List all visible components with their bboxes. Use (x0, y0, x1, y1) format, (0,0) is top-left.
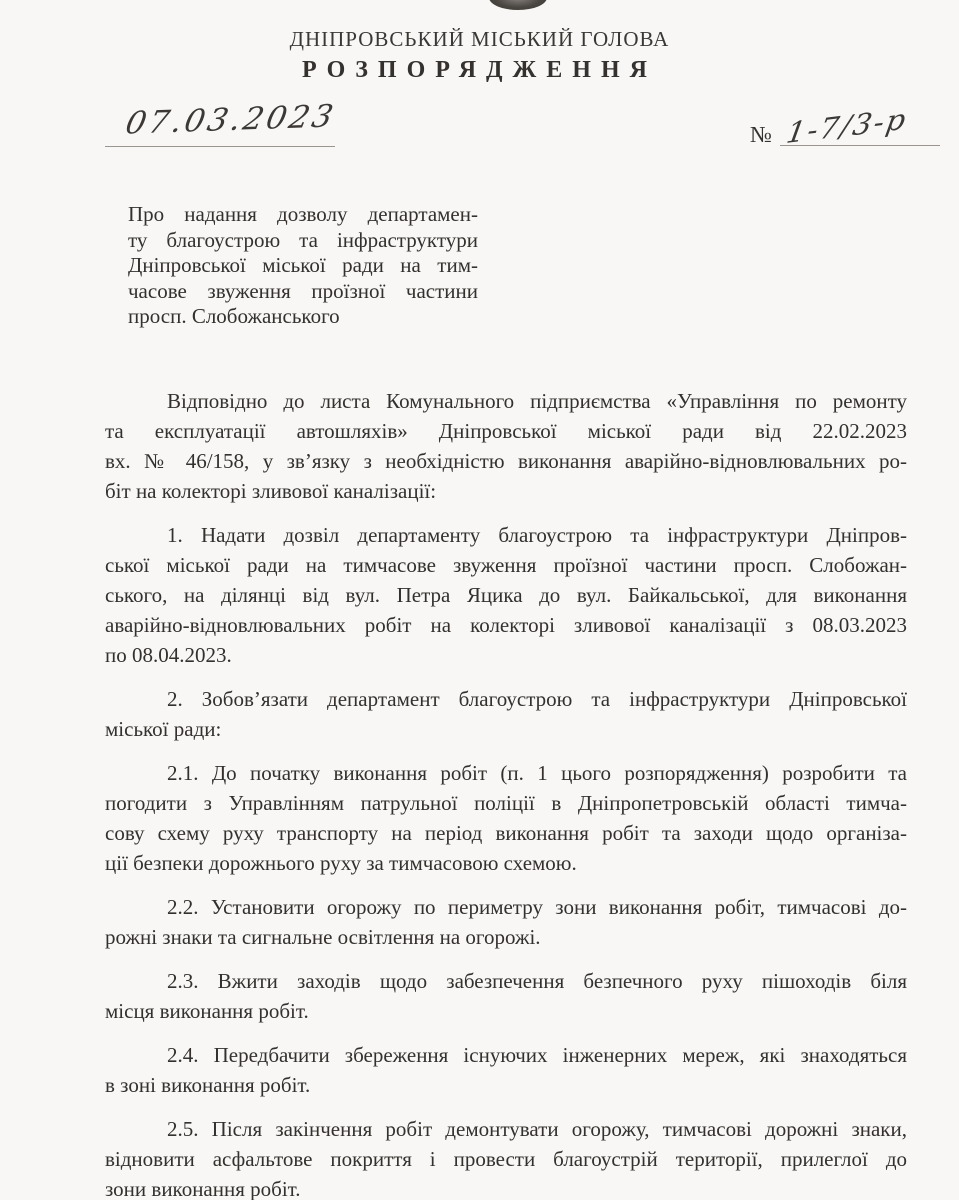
body-line: 2.3. Вжити заходів щодо забезпечення безпечного руху пішоходів біля (167, 968, 907, 993)
body-line: Відповідно до листа Комунального підприємства «Управління по ремонту (167, 388, 907, 413)
subject-line: просп. Слобожанського (128, 304, 340, 328)
body-line: зони виконання робіт. (105, 1176, 301, 1200)
subject-line: часове звуження проїзної частини (128, 278, 478, 303)
body-line: сову схему руху транспорту на період виконання робіт та заходи щодо організа- (105, 820, 907, 845)
document-type-title: РОЗПОРЯДЖЕННЯ (302, 57, 657, 83)
body-line: в зоні виконання робіт. (105, 1072, 311, 1097)
authority-title: ДНІПРОВСЬКИЙ МІСЬКИЙ ГОЛОВА (289, 27, 670, 51)
body-line: місця виконання робіт. (105, 998, 309, 1023)
body-line: міської ради: (105, 716, 222, 741)
body-line: по 08.04.2023. (105, 642, 232, 667)
body-line: 2. Зобов’язати департамент благоустрою та інфраструктури Дніпровської (167, 686, 907, 711)
body-line: відновити асфальтове покриття і провести благоустрій території, прилеглої до (105, 1146, 907, 1171)
paragraph-item-2-2 (105, 892, 907, 952)
body-line: ського, на ділянці від вул. Петра Яцика до вул. Байкальської, для виконання (105, 582, 907, 607)
body-line: 1. Надати дозвіл департаменту благоустрою та інфраструктури Дніпров- (167, 522, 907, 547)
paragraph-item-2-4 (105, 1040, 907, 1100)
requisites-row (0, 96, 959, 152)
subject-block (128, 202, 478, 330)
paragraph-item-2-5 (105, 1114, 907, 1200)
body-line: 2.1. До початку виконання робіт (п. 1 цього розпорядження) розробити та (167, 760, 907, 785)
body-line: вх. № 46/158, у зв’язку з необхідністю виконання аварійно-відновлювальних ро- (105, 448, 907, 473)
paragraph-preamble (105, 386, 907, 506)
subject-line: Дніпровської міської ради на тим- (128, 253, 478, 277)
body-line: біт на колекторі зливової каналізації: (105, 478, 437, 503)
body-line: погодити з Управлінням патрульної поліції в Дніпропетровській області тимча- (105, 790, 907, 815)
body-line: 2.4. Передбачити збереження існуючих інженерних мереж, які знаходяться (167, 1042, 907, 1067)
paragraph-item-1 (105, 520, 907, 670)
handwritten-date-field (105, 96, 340, 147)
body-line: 2.5. Після закінчення робіт демонтувати огорожу, тимчасові дорожні знаки, (167, 1116, 907, 1141)
paragraph-item-2-3 (105, 966, 907, 1026)
body-line: ської міської ради на тимчасове звуження проїзної частини просп. Слобожан- (105, 552, 907, 577)
body-line: рожні знаки та сигнальне освітлення на огорожі. (105, 924, 541, 949)
body-line: ції безпеки дорожнього руху за тимчасовою схемою. (105, 850, 577, 875)
handwritten-date: 07.03.2023 (122, 98, 340, 142)
paragraph-item-2 (105, 684, 907, 744)
paragraph-item-2-1 (105, 758, 907, 878)
subject-line: ту благоустрою та інфраструктури (128, 227, 478, 252)
document-number-field (750, 96, 942, 150)
number-sign: № (750, 122, 772, 147)
handwritten-number: 1-7/3-р (784, 101, 911, 150)
body-line: та експлуатації автошляхів» Дніпровської міської ради від 22.02.2023 (105, 418, 907, 443)
body-line: аварійно-відновлювальних робіт на колекторі зливової каналізації з 08.03.2023 (105, 612, 907, 637)
subject-line: Про надання дозволу департамен- (128, 202, 478, 226)
document-body (105, 386, 907, 1200)
body-line: 2.2. Установити огорожу по периметру зони виконання робіт, тимчасові до- (167, 894, 907, 919)
